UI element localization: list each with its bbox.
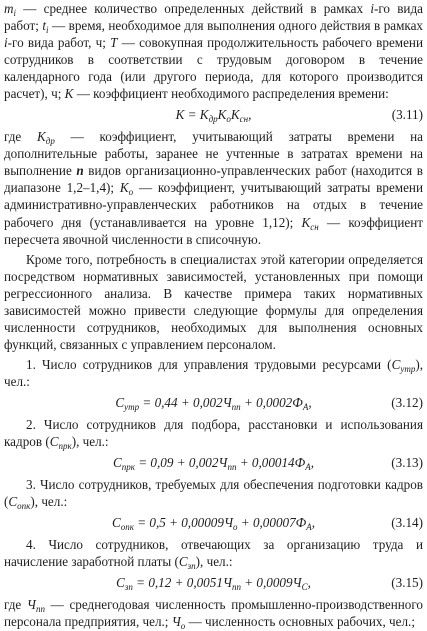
formula-3-15 — [4, 570, 423, 596]
paragraph-regression: Кроме того, потребность в специалистах этой категории определяется посредством нормативных зависимостей, установленных при помощи регрессионного анализа. В качестве примера таких нормативных зависимостей можно привести следующие формулы для определения численности сотрудников, необходимых для выполнения основных функций, связанных с управлением персоналом. — [4, 251, 423, 352]
formula-expression: $C_{опк} = 0,5 + 0,00009Ч_о + 0,00007Ф_А$, — [111, 515, 316, 533]
formula-expression: $C_{прк} = 0,09 + 0,002Ч_{пп} + 0,00014Ф_А$, — [112, 455, 315, 473]
formula-number: (3.13) — [391, 455, 423, 471]
formula-3-14 — [4, 510, 423, 536]
formula-expression: $K = K_{др}K_oK_{сн}$, — [175, 107, 252, 125]
paragraph-last: где $Ч_{пп}$ — среднегодовая численность промышленно-производственного персонала предприятия, чел.; $Ч_о$ — численность основных рабочих, чел.; — [4, 597, 423, 631]
formula-number: (3.14) — [391, 515, 423, 531]
document-page — [4, 0, 423, 630]
formula-3-13 — [4, 450, 423, 476]
formula-expression: $C_{зп} = 0,12 + 0,0051Ч_{пп} + 0,0009Ч_С$, — [116, 575, 311, 593]
paragraph-definitions: $m_i$ — среднее количество определенных действий в рамках i-го вида работ; $t_i$ — время, необходимое для выполнения одного действия в рамках i-го вида работ, ч; T — совокупная продолжительность рабочего времени сотрудников в соответствии с трудовым договором в течение календарного года (или другого периода, для которого производится расчет), ч; K — коэффициент необходимого распределения времени: — [4, 1, 423, 102]
formula-3-12 — [4, 390, 423, 416]
formula-3-11 — [4, 102, 423, 128]
formula-number: (3.15) — [391, 575, 423, 591]
formula-expression: $C_{утр} = 0,44 + 0,002Ч_{пп} + 0,0002Ф_А$, — [115, 394, 312, 412]
formula-number: (3.12) — [391, 394, 423, 410]
formula-number: (3.11) — [391, 107, 423, 123]
list-item-1: 1. Число сотрудников для управления трудовыми ресурсами $(C_{утр})$, чел.: — [4, 356, 423, 389]
paragraph-coefficients: где $K_{др}$ — коэффициент, учитывающий затраты времени на дополнительные работы, заранее не учтенные в затратах времени на выполнение n видов организационно-управленческих работ (находится в диапазоне 1,2–1,4); $K_o$ — коэффициент, учитывающий затраты времени административно-управленческих работников на отдых в течение рабочего дня (устанавливается на уровне 1,12); $K_{сн}$ — коэффициент пересчета явочной численности в списочную. — [4, 129, 424, 247]
list-item-2: 2. Число сотрудников для подбора, расстановки и использования кадров $(C_{прк})$, чел.: — [4, 416, 423, 452]
list-item-3: 3. Число сотрудников, требуемых для обеспечения подготовки кадров $(C_{опк})$, чел.: — [4, 477, 423, 512]
list-item-4: 4. Число сотрудников, отвечающих за организацию труда и начисление заработной платы $(C_{зп})$, чел.: — [4, 537, 423, 572]
